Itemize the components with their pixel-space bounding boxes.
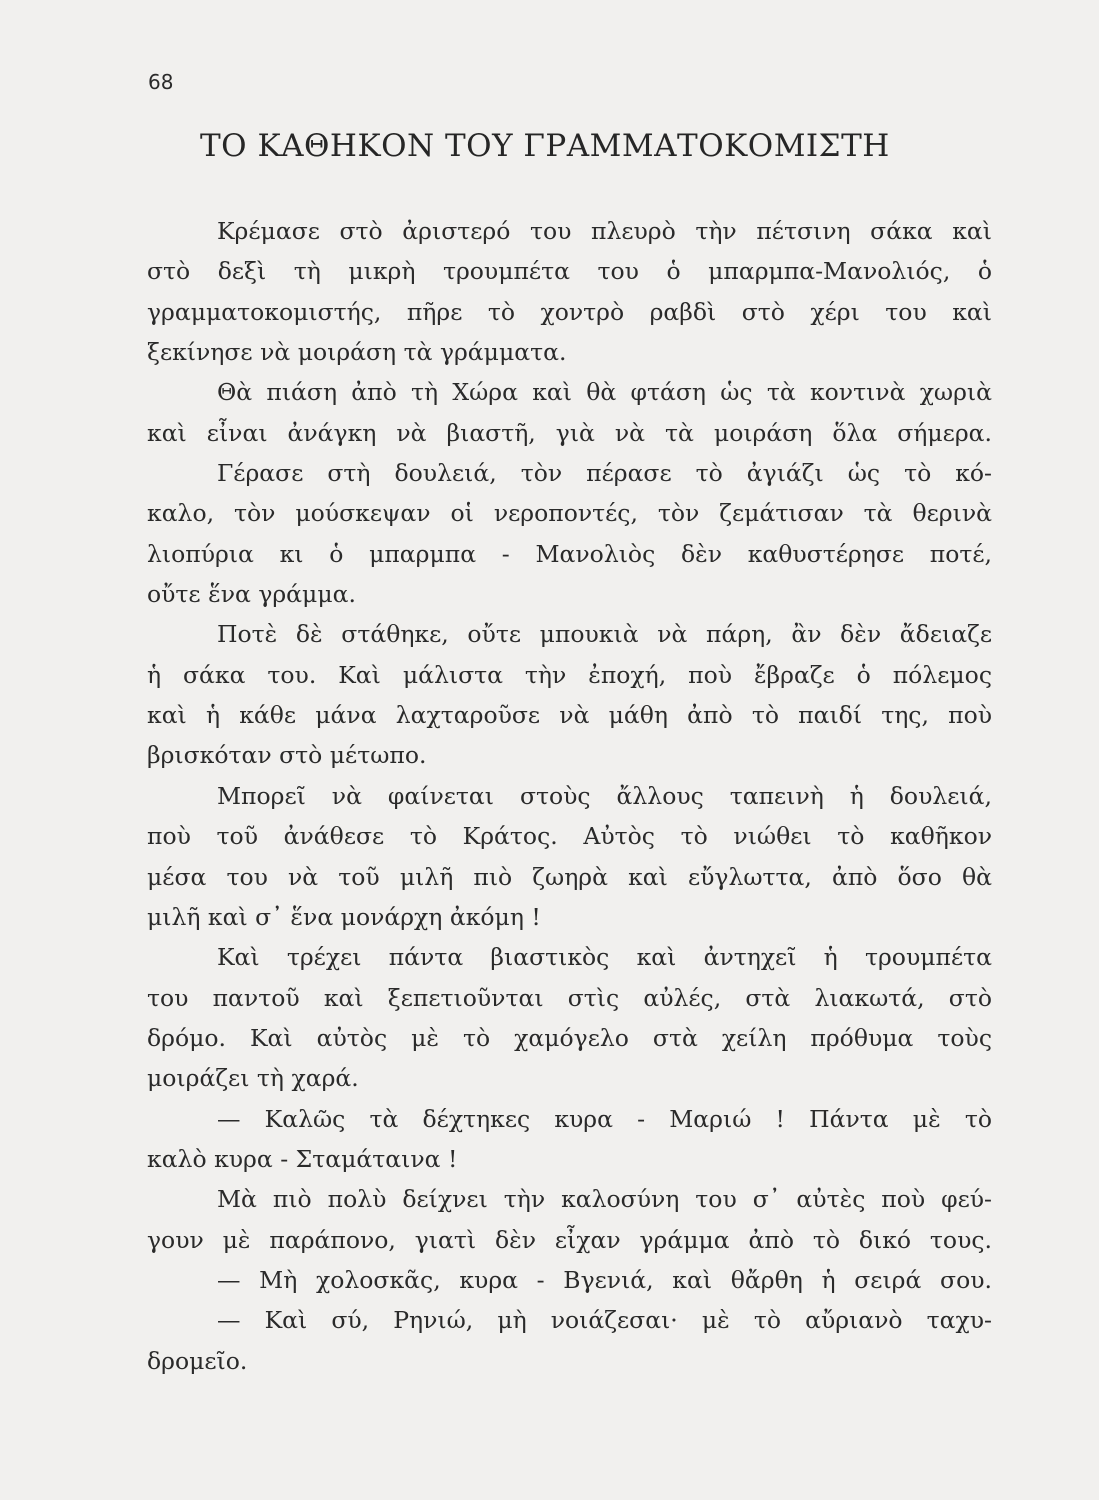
text-line: δρομεῖο. (147, 1346, 248, 1375)
text-line: Γέρασε στὴ δουλειά, τὸν πέρασε τὸ ἀγιάζι ὡς τὸ κό- (217, 459, 992, 488)
text-line: δρόμο. Καὶ αὐτὸς μὲ τὸ χαμόγελο στὰ χείλη πρόθυμα τοὺς (147, 1023, 992, 1052)
text-line: ξεκίνησε νὰ μοιράση τὰ γράμματα. (147, 338, 567, 367)
chapter-title: ΤΟ ΚΑΘΗΚΟΝ ΤΟΥ ΓΡΑΜΜΑΤΟΚΟΜΙΣΤΗ (200, 128, 890, 164)
page-number: 68 (148, 70, 174, 94)
text-line: καλὸ κυρα - Σταμάταινα ! (147, 1144, 458, 1173)
text-line: Ποτὲ δὲ στάθηκε, οὔτε μπουκιὰ νὰ πάρη, ἂν δὲν ἄδειαζε (217, 620, 992, 649)
text-line: λιοπύρια κι ὁ μπαρμπα - Μανολιὸς δὲν καθυστέρησε ποτέ, (147, 539, 992, 568)
text-line: μοιράζει τὴ χαρά. (147, 1064, 359, 1093)
text-line: Θὰ πιάση ἀπὸ τὴ Χώρα καὶ θὰ φτάση ὡς τὰ κοντινὰ χωριὰ (217, 378, 992, 407)
text-line: Κρέμασε στὸ ἀριστερό του πλευρὸ τὴν πέτσινη σάκα καὶ (217, 217, 992, 245)
text-line: του παντοῦ καὶ ξεπετιοῦνται στὶς αὐλές, στὰ λιακωτά, στὸ (147, 983, 992, 1012)
text-line: μιλῆ καὶ σ᾽ ἕνα μονάρχη ἀκόμη ! (147, 902, 541, 931)
text-line: ἡ σάκα του. Καὶ μάλιστα τὴν ἐποχή, ποὺ ἔβραζε ὁ πόλεμος (147, 660, 992, 689)
text-line: — Μὴ χολοσκᾶς, κυρα - Βγενιά, καὶ θἄρθη ἡ σειρά σου. (217, 1265, 992, 1294)
text-line: γουν μὲ παράπονο, γιατὶ δὲν εἶχαν γράμμα ἀπὸ τὸ δικό τους. (147, 1225, 992, 1254)
text-line: ποὺ τοῦ ἀνάθεσε τὸ Κράτος. Αὐτὸς τὸ νιώθει τὸ καθῆκον (147, 822, 992, 851)
text-line: μέσα του νὰ τοῦ μιλῆ πιὸ ζωηρὰ καὶ εὔγλωττα, ἀπὸ ὅσο θὰ (147, 862, 992, 891)
text-line: Καὶ τρέχει πάντα βιαστικὸς καὶ ἀντηχεῖ ἡ τρουμπέτα (217, 943, 992, 972)
text-line: — Καλῶς τὰ δέχτηκες κυρα - Μαριώ ! Πάντα μὲ τὸ (217, 1104, 992, 1133)
text-line: καλο, τὸν μούσκεψαν οἱ νεροποντές, τὸν ζεμάτισαν τὰ θερινὰ (147, 499, 992, 528)
text-line: καὶ εἶναι ἀνάγκη νὰ βιαστῆ, γιὰ νὰ τὰ μοιράση ὅλα σήμερα. (147, 418, 992, 447)
text-line: καὶ ἡ κάθε μάνα λαχταροῦσε νὰ μάθη ἀπὸ τὸ παιδί της, ποὺ (147, 701, 992, 730)
text-line: στὸ δεξὶ τὴ μικρὴ τρουμπέτα του ὁ μπαρμπα-Μανολιός, ὁ (147, 257, 992, 286)
text-line: Μπορεῖ νὰ φαίνεται στοὺς ἄλλους ταπεινὴ ἡ δουλειά, (217, 781, 992, 810)
text-line: — Καὶ σύ, Ρηνιώ, μὴ νοιάζεσαι· μὲ τὸ αὔριανὸ ταχυ- (217, 1306, 992, 1335)
text-line: Μὰ πιὸ πολὺ δείχνει τὴν καλοσύνη του σ᾽ αὐτὲς ποὺ φεύ- (217, 1185, 992, 1214)
body-text (147, 211, 992, 1381)
text-line: οὔτε ἕνα γράμμα. (147, 580, 356, 609)
text-line: γραμματοκομιστής, πῆρε τὸ χοντρὸ ραβδὶ στὸ χέρι του καὶ (147, 297, 992, 326)
text-line: βρισκόταν στὸ μέτωπο. (147, 741, 427, 770)
